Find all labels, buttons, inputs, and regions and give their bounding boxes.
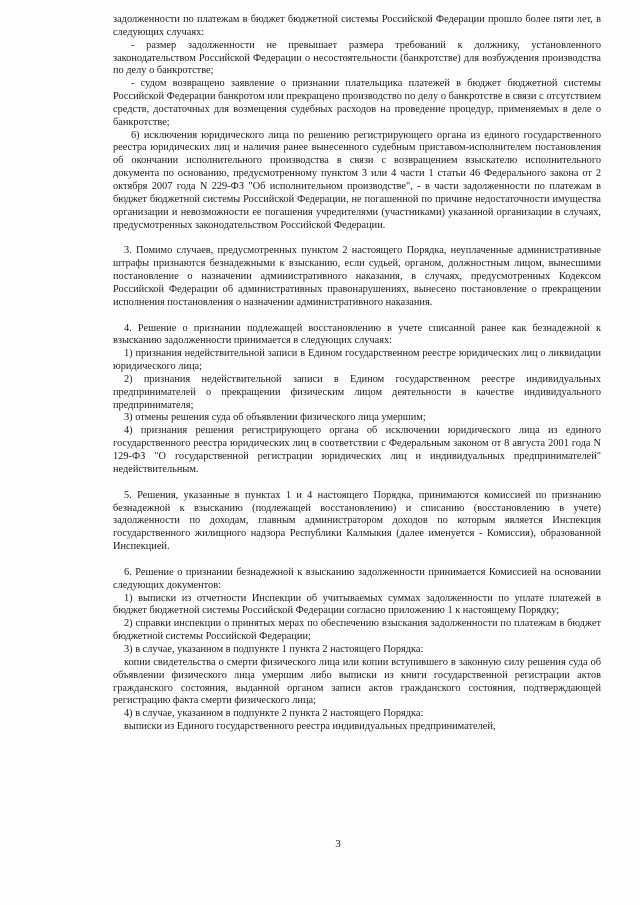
document-body bbox=[113, 14, 601, 734]
paragraph: 6) исключения юридического лица по решению регистрирующего органа из единого государственного реестра юридических лиц и наличия ранее вынесенного судебным приставом-исполнителем постановления об окончании исполнительного производства в связи с возвращением взыскателю исполнительного документа по основанию, предусмотренному пунктом 3 или 4 части 1 статьи 46 Федерального закона от 2 октября 2007 года N 229-ФЗ "Об исполнительном производстве", - в части задолженности по платежам в бюджет бюджетной системы Российской Федерации, не погашенной по причине недостаточности имущества организации и невозможности ее погашения учредителями (участниками) указанной организации в случаях, предусмотренных законодательством Российской Федерации. bbox=[113, 129, 601, 231]
paragraph: 4) в случае, указанном в подпункте 2 пункта 2 настоящего Порядка: bbox=[124, 708, 424, 720]
page-number: 3 bbox=[335, 838, 341, 850]
paragraph: задолженности по платежам в бюджет бюджетной системы Российской Федерации прошло более пяти лет, в следующих случаях: bbox=[113, 14, 601, 38]
paragraph: 4. Решение о признании подлежащей восстановлению в учете списанной ранее как безнадежной к взысканию задолженности принимается в следующих случаях: bbox=[113, 322, 601, 347]
paragraph: - размер задолженности не превышает размера требований к должнику, установленного законодательством Российской Федерации о несостоятельности (банкротстве) для возбуждения производства по делу о банкротстве; bbox=[113, 39, 601, 77]
paragraph: 2) справки инспекции о принятых мерах по обеспечению взыскания задолженности по платежам в бюджет бюджетной системы Российской Федерации; bbox=[113, 618, 601, 643]
paragraph: копии свидетельства о смерти физического лица или копии вступившего в законную силу решения суда об объявлении физического лица умершим либо выписки из книги государственной регистрации актов гражданского состояния, выданной органом записи актов гражданского состояния, подтверждающей регистрацию факта смерти физического лица; bbox=[113, 656, 601, 707]
paragraph: 3. Помимо случаев, предусмотренных пунктом 2 настоящего Порядка, неуплаченные административные штрафы признаются безнадежными к взысканию, если судьей, органом, должностным лицом, вынесшими постановление о назначении административного наказания, в случаях, предусмотренных Кодексом Российской Федерации об административных правонарушениях, вынесено постановление о прекращении исполнения постановления о назначении административного наказания. bbox=[113, 245, 601, 308]
paragraph: выписки из Единого государственного реестра индивидуальных предпринимателей, bbox=[124, 721, 496, 733]
paragraph: 1) признания недействительной записи в Едином государственном реестре юридических лиц о ликвидации юридического лица; bbox=[113, 348, 601, 373]
paragraph: 6. Решение о признании безнадежной к взысканию задолженности принимается Комиссией на основании следующих документов: bbox=[113, 566, 601, 591]
paragraph-gap bbox=[113, 232, 601, 245]
paragraph: 1) выписки из отчетности Инспекции об учитываемых суммах задолженности по уплате платежей в бюджет бюджетной системы Российской Федерации согласно приложению 1 к настоящему Порядку; bbox=[113, 592, 601, 617]
paragraph: - судом возвращено заявление о признании плательщика платежей в бюджет бюджетной системы Российской Федерации банкротом или прекращено производство по делу о банкротстве в связи с отсутствием средств, достаточных для возмещения судебных расходов на проведение процедур, применяемых в деле о банкротстве; bbox=[113, 78, 601, 128]
paragraph-gap bbox=[113, 477, 601, 490]
paragraph: 5. Решения, указанные в пунктах 1 и 4 настоящего Порядка, принимаются комиссией по признанию безнадежной к взысканию (подлежащей восстановлению) и списанию (восстановлению в учете) задолженности по доходам, главным администратором доходов по которым является Инспекция государственного жилищного надзора Республики Калмыкия (далее именуется - Комиссия), образованной Инспекцией. bbox=[113, 489, 601, 553]
paragraph: 4) признания решения регистрирующего органа об исключении юридического лица из единого государственного реестра юридических лиц в соответствии с Федеральным законом от 8 августа 2001 года N 129-ФЗ "О государственной регистрации юридических лиц и индивидуальных предпринимателей" недействительным. bbox=[113, 425, 601, 475]
paragraph: 3) отмены решения суда об объявлении физического лица умершим; bbox=[124, 412, 426, 424]
paragraph-gap bbox=[113, 310, 601, 323]
paragraph-gap bbox=[113, 554, 601, 567]
paragraph: 2) признания недействительной записи в Едином государственном реестре индивидуальных предпринимателей о прекращении физическим лицом деятельности в качестве индивидуального предпринимателя; bbox=[113, 373, 601, 411]
paragraph: 3) в случае, указанном в подпункте 1 пункта 2 настоящего Порядка: bbox=[124, 643, 424, 655]
